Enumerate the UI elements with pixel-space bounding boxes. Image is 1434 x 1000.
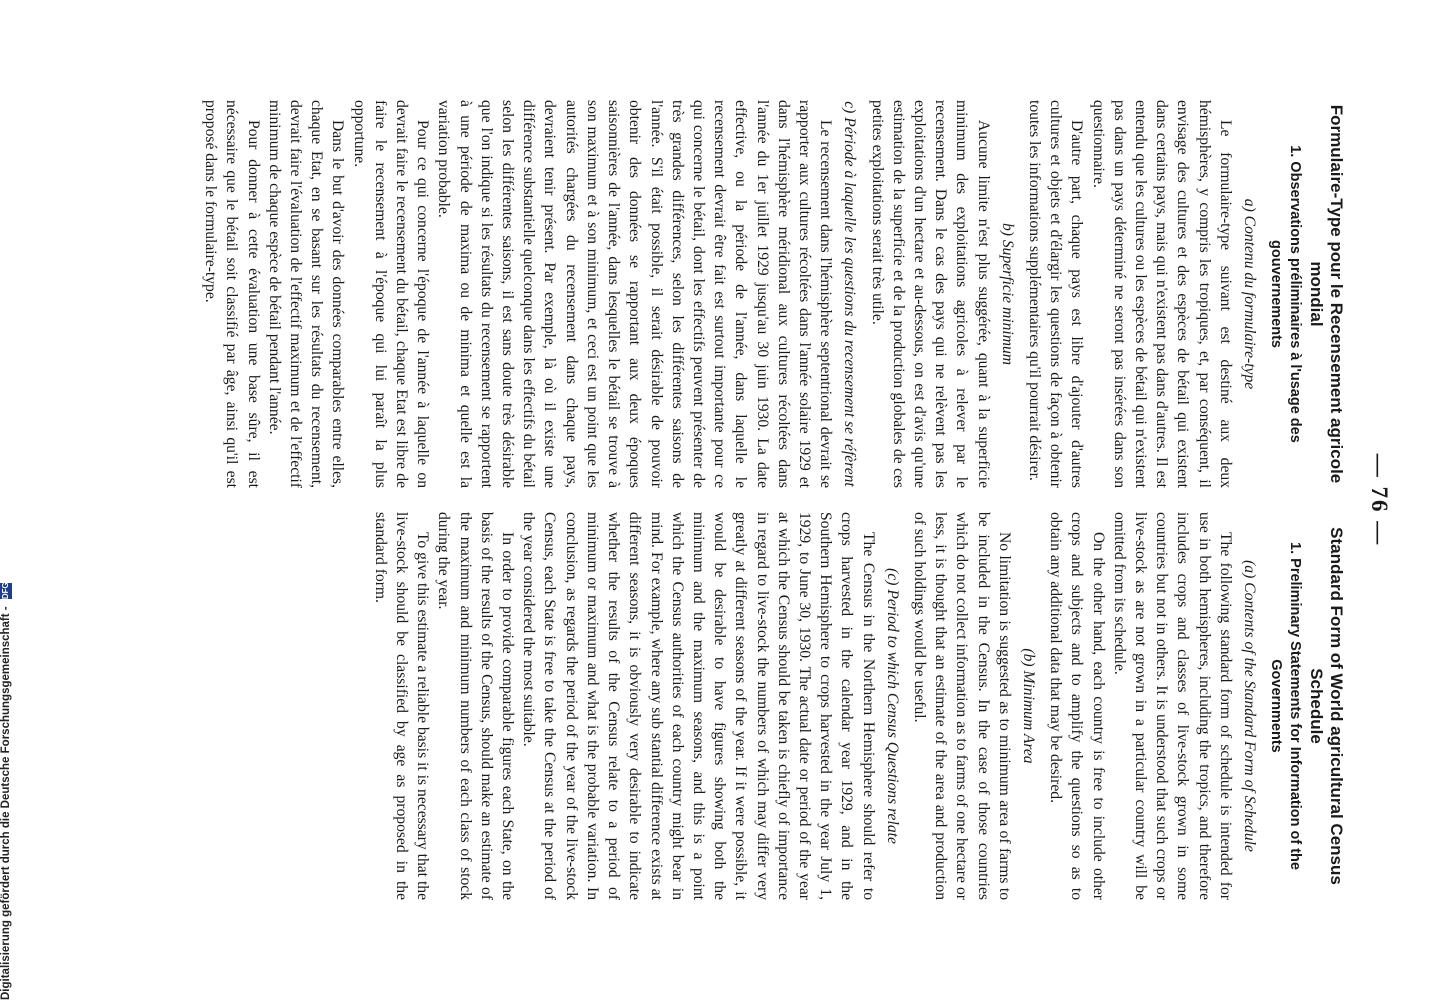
- english-title: Standard Form of World agricultural Census Schedule: [1307, 527, 1346, 885]
- french-paragraph: Aucune limite n'est plus suggérée, quant à la superficie minimum des exploitations agricoles à relever par le recensement. Dans le cas des pays qui ne relèvent pas les exploitations d'un hectare et au-dessous, on est d'avis qu'une estimation de la superficie et de la production globales de ces petites exploitations serait très utile.: [868, 100, 992, 488]
- english-paragraph: The Census in the Northern Hemisphere should refer to crops harvested in the calendar year 1929, and in the Southern Hemisphere to crops harvested in the year July 1, 1929, to June 30, 1930. The actual date or period of the year at which the Census should be taken is chiefly of importance in regard to live-stock the numbers of which may differ very greatly at different seasons of the year. If it were possible, it would be desirable to have figures showing both the minimum and the maximum seasons, and this is a point which the Census authorities of each country might bear in mind. For example, where any sub stantial difference exists at different seasons, it is obviously very desirable to indicate whether the results of the Census relate to a period of minimum or maximum and what is the probable variation. In conclusion, as regards the period of the year of the live-stock Census, each State is free to take the Census at the period of the year considered the most suitable.: [520, 512, 877, 900]
- french-section-b-title: b) Superficie minimum: [998, 222, 1016, 366]
- french-paragraph: Pour donner à cette évaluation une base sûre, il est nécessaire que le bétail soit classifié par âge, ainsi qu'il est proposé dans le formulaire-type.: [202, 100, 262, 488]
- english-section-b-title: (b) Minimum Area: [1019, 648, 1037, 764]
- dfg-logo-icon: DFG: [1, 582, 10, 600]
- english-paragraph: The following standard form of schedule is intended for use in both hemispheres, including the tropics, and therefore includes crops and classes of live-stock grown in some countries but not in others. It is understood that such crops or live-stock as are not grown in a particular country will be omitted from its schedule.: [1110, 512, 1234, 900]
- french-part1-heading: 1. Observations préliminaires à l'usage des gouvernements: [1268, 145, 1303, 443]
- french-title: Formulaire-Type pour le Recensement agricole mondial: [1307, 104, 1346, 484]
- english-part1-heading: 1. Preliminary Statements for Information of the Governments: [1268, 542, 1303, 870]
- english-section-a-title: (a) Contents of the Standard Form of Schedule: [1241, 560, 1258, 852]
- english-paragraph: In order to provide comparable figures each State, on the basis of the results of the Census, should make an estimate of the maximum and minimum numbers of each class of stock during the year.: [435, 512, 517, 900]
- english-column: [370, 512, 1346, 900]
- french-section-a-title: a) Contenu du formulaire-type: [1241, 198, 1258, 390]
- french-paragraph: Le formulaire-type suivant est destiné aux deux hémisphères, y compris les tropiques, et, par conséquent, il envisage des cultures et des espèces de bétail qui existent dans certains pays, mais qui n'existent pas dans d'autres. Il est entendu que les cultures ou les espèces de bétail qui n'existent pas dans un pays déterminé ne seront pas insérées dans son questionnaire.: [1089, 100, 1234, 488]
- french-paragraph: Pour ce qui concerne l'époque de l'année à laquelle on devrait faire le recensement du bétail, chaque Etat est libre de faire le recensement à l'époque qui lui paraît la plus opportune.: [350, 100, 432, 488]
- english-section-c-title: (c) Period to which Census Questions relate: [883, 568, 901, 844]
- english-paragraph: No limitation is suggested as to minimum area of farms to be included in the Census. In the case of those countries which do not collect information as to farms of one hectare or less, it is thought that an estimate of the area and production of such holdings would be useful.: [910, 512, 1013, 900]
- french-paragraph: Dans le but d'avoir des données comparables entre elles, chaque Etat, en se basant sur les résultats du recensement, devrait faire l'évaluation de l'effectif maximum et de l'effectif minimum de chaque espèce de bétail pendant l'année.: [265, 100, 347, 488]
- scan-credit: [0, 0, 12, 1000]
- french-column: [200, 100, 1346, 488]
- french-paragraph: D'autre part, chaque pays est libre d'ajouter d'autres cultures et objets et d'élargir les questions de façon à obtenir toutes les informations supplémentaires qu'il pourrait désirer.: [1025, 100, 1086, 488]
- french-paragraph: Le recensement dans l'hémisphère septentrional devrait se rapporter aux cultures récoltées dans l'année solaire 1929 et dans l'hémisphère méridional aux cultures récoltées dans l'année du 1er juillet 1929 jusqu'au 30 juin 1930. La date effective, ou la période de l'année, dans laquelle le recensement devrait être fait est surtout importante pour ce qui concerne le bétail, dont les effectifs peuvent présenter de très grandes différences, selon les différentes saisons de l'année. S'il était possible, il serait désirable de pouvoir obtenir des données se rapportant aux deux époques saisonnières de l'année, dans lesquelles le bétail se trouve à son maximum et à son minimum, et ceci est un point que les autorités chargées du recensement dans chaque pays, devraient tenir présent. Par exemple, là où il existe une différence substantielle quelconque dans les effectifs du bétail selon les différentes saisons, il est sans doute très désirable que l'on indique si les résultats du recensement se rapportent à une période de maxima ou de minima et quelle est la variation probable.: [435, 100, 835, 488]
- english-paragraph: On the other hand, each country is free to include other crops and subjects and to amplify the questions so as to obtain any additional data that may be desired.: [1047, 512, 1107, 900]
- scan-credit-text: Digitalisierung gefördert durch die Deutsche Forschungsgemeinschaft -: [0, 606, 13, 1000]
- page-number: — 76 —: [1367, 453, 1392, 547]
- french-section-c-title: c) Période à laquelle les questions du recensement se réfèrent: [841, 101, 859, 487]
- english-paragraph: To give this estimate a reliable basis it is necessary that the live-stock should be classified by age as proposed in the standard form.: [371, 512, 432, 900]
